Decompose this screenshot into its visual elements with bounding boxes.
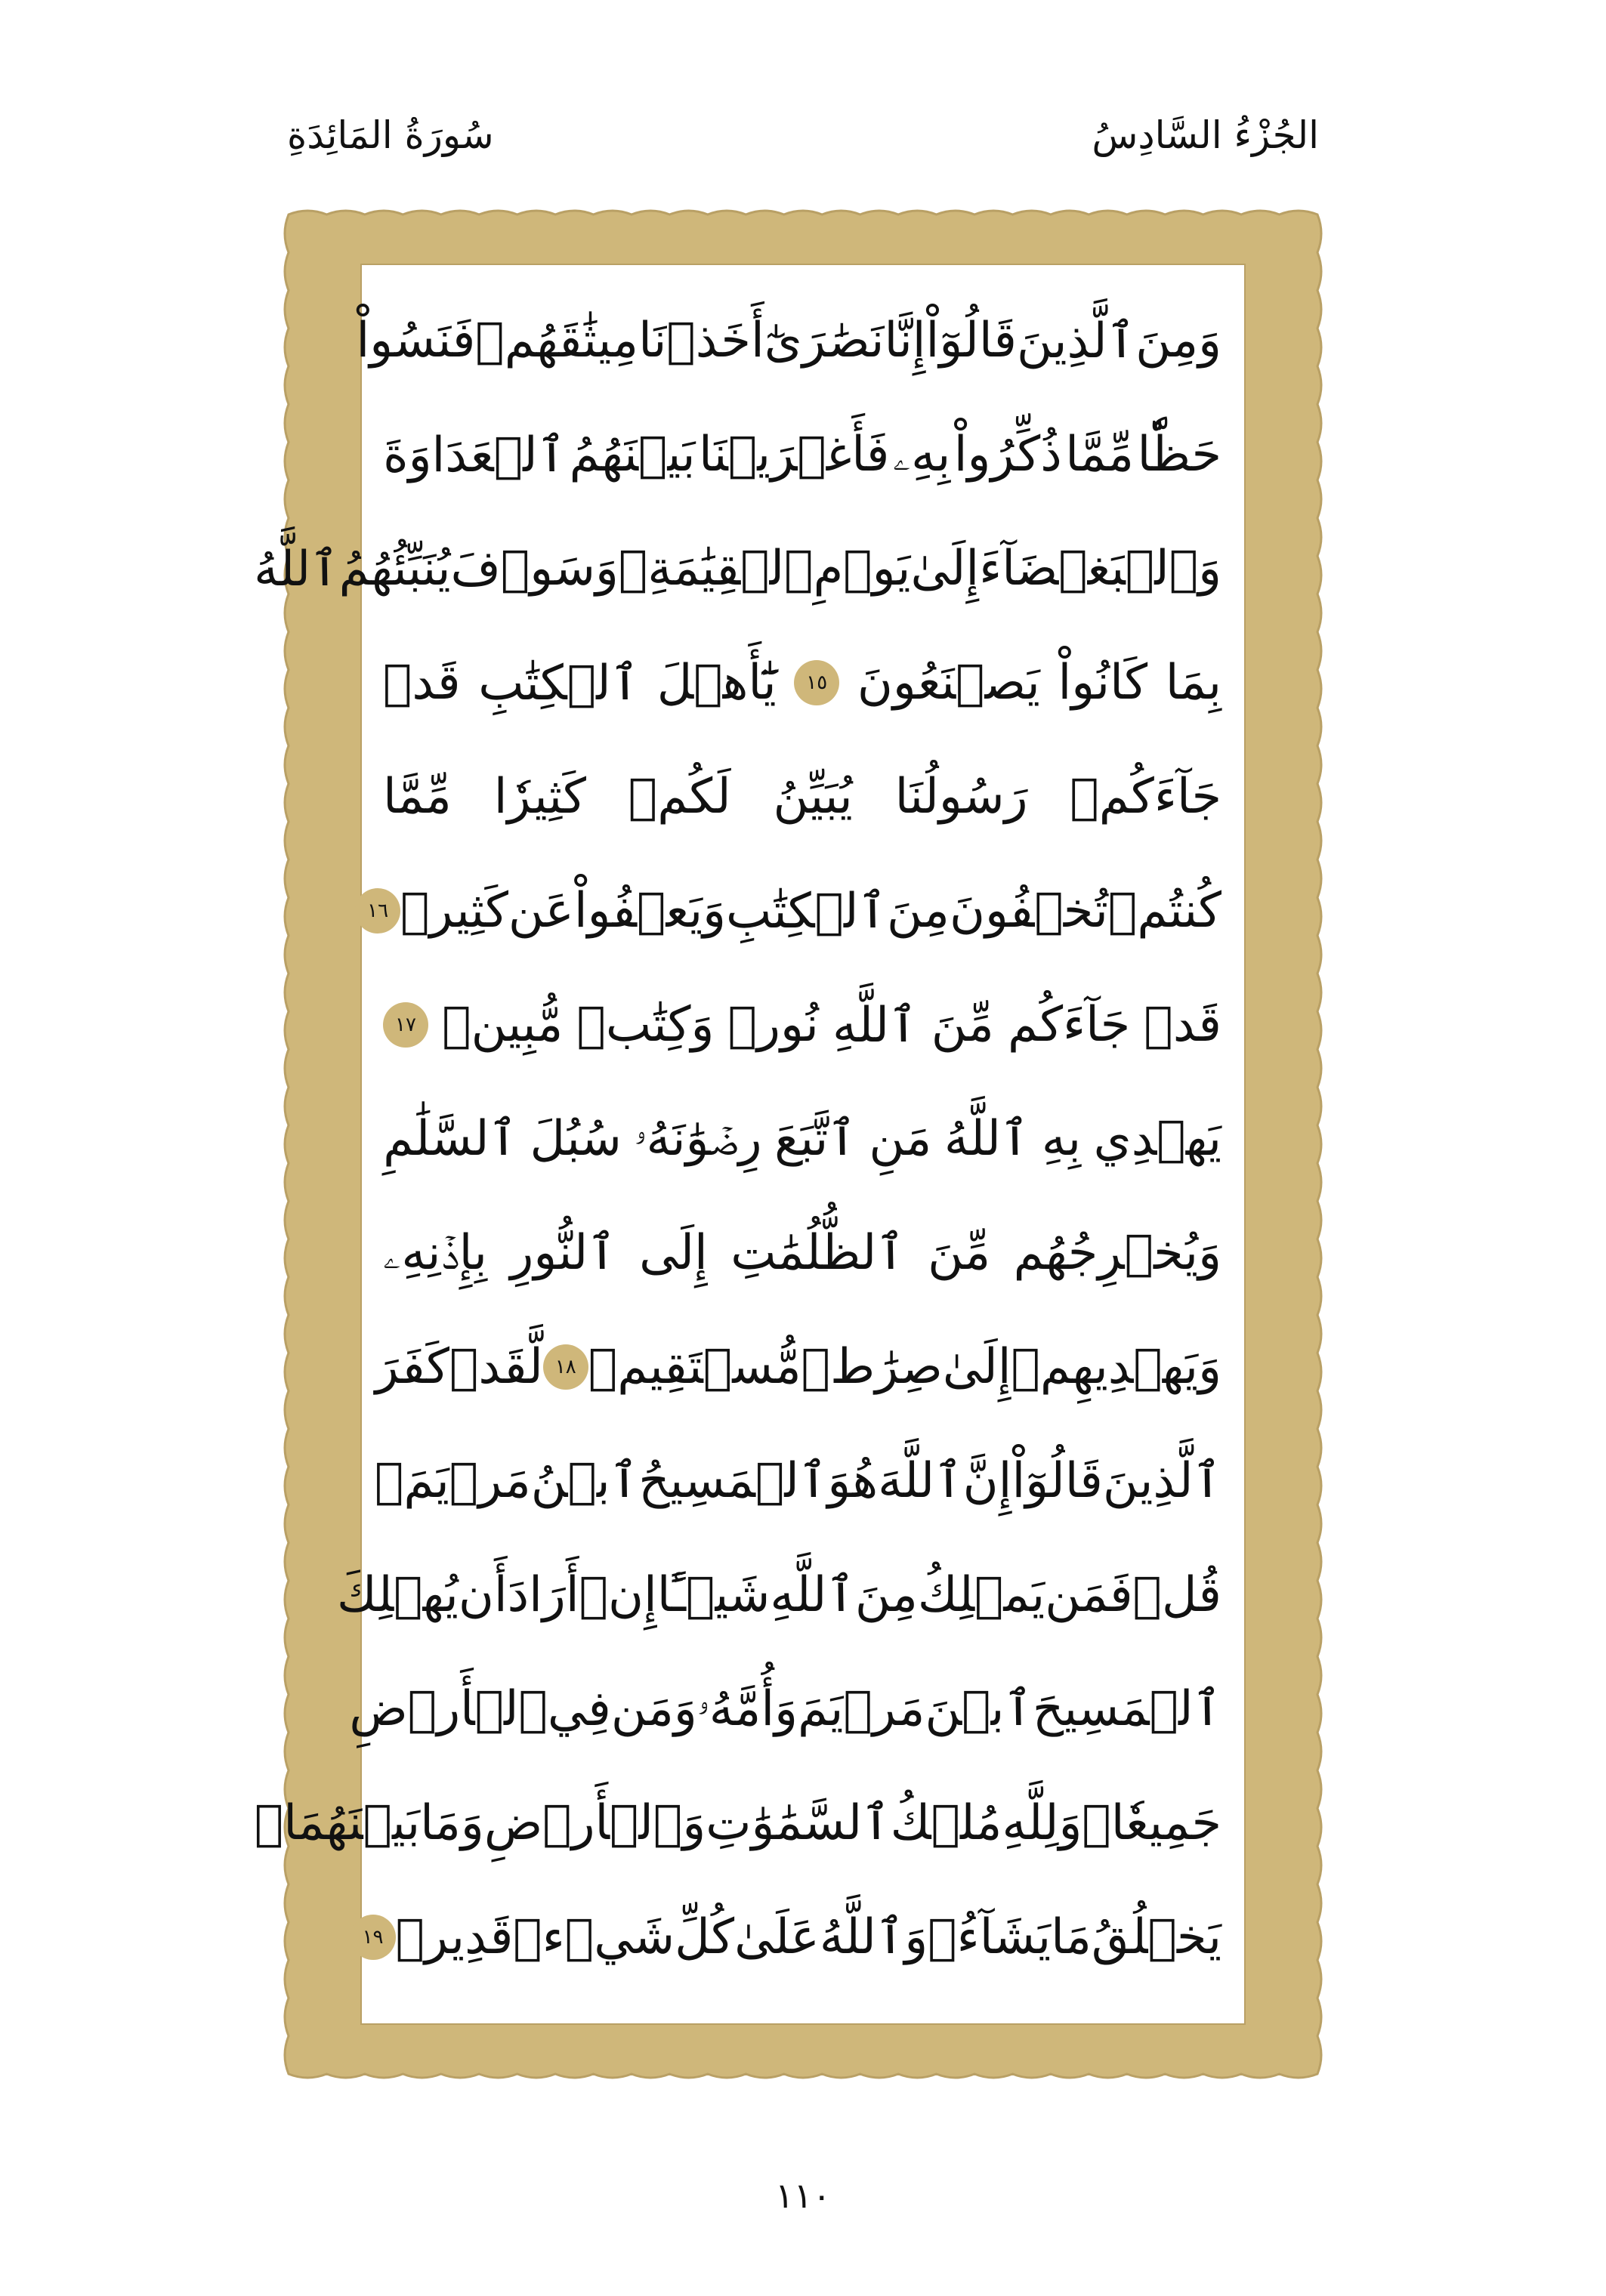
verse-word: لَّقَدۡ — [449, 1338, 543, 1395]
verse-word: ٱلۡعَدَاوَةَ — [383, 427, 567, 483]
verse-word: ٱلۡكِتَٰبِ — [726, 883, 887, 940]
verse-word: قُلۡ — [1132, 1566, 1221, 1623]
verse-word: كَثِيرٖ — [400, 883, 508, 940]
verse-word: قَالُوٓاْ — [1011, 1452, 1103, 1509]
verse-word: أَرَادَ — [507, 1566, 579, 1623]
verse-word: ٱللَّهُ — [944, 1111, 1030, 1168]
verse-word: إِنَّ — [962, 1452, 1012, 1509]
verse-word: وَمَن — [610, 1680, 697, 1737]
verse-word: فِي — [547, 1680, 611, 1737]
verse-word: إِلَىٰ — [942, 1338, 1011, 1395]
quran-text-block — [254, 284, 1221, 1994]
verse-word: قَالُوٓاْ — [925, 313, 1017, 369]
verse-line — [362, 1880, 1221, 1994]
page-header — [287, 113, 1319, 196]
verse-word: مَرۡيَمَ — [798, 1680, 925, 1737]
verse-word: وَٱللَّهُ — [819, 1909, 928, 1966]
verse-word: مُّسۡتَقِيمٖ — [588, 1338, 801, 1395]
verse-word: هُوَ — [827, 1452, 879, 1509]
verse-line — [383, 626, 1221, 740]
verse-word: وَٱلۡأَرۡضِ — [483, 1795, 706, 1851]
verse-word: بِإِذۡنِهِۦ — [383, 1224, 487, 1281]
ayah-number-marker: ١٦ — [355, 888, 400, 934]
verse-word: صِرَٰطٖ — [801, 1338, 943, 1395]
surah-title: سُورَةُ المَائِدَةِ — [287, 113, 494, 157]
verse-word: ٱبۡنُ — [530, 1453, 639, 1510]
verse-word: جَآءَكُمۡ — [1070, 769, 1221, 826]
verse-word: ٱلَّذِينَ — [1102, 1453, 1221, 1510]
verse-word: ذُكِّرُواْ — [953, 427, 1062, 483]
verse-word: مُّبِينٞ — [442, 997, 564, 1054]
verse-word: شَيۡـًٔا — [656, 1566, 771, 1623]
verse-line — [349, 1652, 1221, 1766]
ayah-number-marker: ١٩ — [351, 1915, 396, 1960]
verse-word: نُورٞ — [727, 997, 819, 1054]
verse-word: ٱلنُّورِ — [510, 1225, 616, 1282]
verse-word: وَمِنَ — [1135, 313, 1221, 369]
verse-word: تُخۡفُونَ — [949, 883, 1108, 940]
verse-word: ٱلظُّلُمَٰتِ — [730, 1225, 905, 1282]
verse-word: رَسُولُنَا — [894, 769, 1028, 826]
verse-word: فَنَسُواْ — [356, 313, 476, 369]
verse-word: فَأَغۡرَيۡنَا — [699, 427, 890, 483]
verse-word: أَخَذۡنَا — [638, 313, 764, 369]
verse-word: كُنتُمۡ — [1107, 883, 1221, 940]
verse-word: وَيَعۡفُواْ — [573, 883, 727, 940]
verse-word: بِهِۦ — [892, 427, 951, 483]
ayah-number-marker: ١٧ — [383, 1002, 428, 1048]
verse-line — [254, 1766, 1221, 1880]
verse-word: شَيۡءٖ — [513, 1909, 675, 1965]
verse-line — [375, 1310, 1221, 1424]
verse-word: ٱللَّهِ — [832, 997, 918, 1054]
verse-word: يَوۡمِ — [813, 541, 911, 597]
verse-word: مِنَ — [854, 1566, 918, 1623]
verse-word: مِّنَ — [928, 1224, 991, 1281]
verse-word: ٱللَّهَ — [878, 1453, 963, 1510]
verse-word: رِضۡوَٰنَهُۥ — [634, 1110, 762, 1167]
verse-line — [383, 398, 1221, 512]
verse-line — [356, 284, 1221, 398]
verse-word: وَمَا — [420, 1795, 484, 1851]
verse-word: بَيۡنَهُمُ — [569, 427, 696, 483]
verse-word: بِهِ — [1041, 1110, 1082, 1167]
verse-word: كُلِّ — [675, 1909, 735, 1965]
verse-word: أَن — [458, 1566, 508, 1623]
verse-word: بَيۡنَهُمَاۚ — [254, 1795, 421, 1851]
verse-word: قَدِيرٞ — [395, 1909, 514, 1965]
verse-word: مُلۡكُ — [890, 1795, 1002, 1851]
verse-word: إِنَّا — [884, 313, 926, 369]
ayah-number-marker: ١٥ — [794, 660, 839, 705]
verse-word: ٱلۡأَرۡضِ — [349, 1680, 548, 1737]
verse-word: جَمِيعٗاۗ — [1082, 1795, 1221, 1851]
verse-word: حَظّٗا — [1137, 427, 1221, 483]
verse-word: مِّنَ — [931, 997, 994, 1054]
verse-word: يَصۡنَعُونَ — [857, 655, 1040, 711]
verse-word: يَخۡلُقُ — [1091, 1909, 1221, 1965]
verse-word: لَكُمۡ — [628, 769, 731, 826]
verse-word: مِنَ — [886, 883, 950, 940]
verse-word: يُهۡلِكَ — [337, 1566, 459, 1623]
page-number: ١١٠ — [774, 2175, 832, 2216]
verse-word: ٱلسَّلَٰمِ — [383, 1111, 517, 1168]
verse-line — [374, 1424, 1221, 1538]
verse-word: ٱللَّهُ — [254, 541, 339, 597]
verse-line — [383, 740, 1221, 854]
verse-word: وَسَوۡفَ — [450, 541, 619, 597]
verse-word: جَآءَكُم — [1007, 997, 1131, 1054]
verse-word: ٱتَّبَعَ — [774, 1111, 857, 1168]
verse-line — [383, 1082, 1221, 1196]
verse-word: ٱلۡقِيَٰمَةِۚ — [618, 541, 814, 597]
verse-word: وَٱلۡبَغۡضَآءَ — [979, 541, 1221, 597]
verse-line — [254, 512, 1221, 626]
verse-word: ٱلَّذِينَ — [1016, 313, 1136, 369]
verse-word: قَدۡ — [383, 655, 461, 711]
verse-word: يَمۡلِكُ — [917, 1566, 1045, 1623]
verse-word: ٱللَّهِ — [770, 1567, 855, 1624]
verse-word: وَيُخۡرِجُهُم — [1013, 1224, 1221, 1281]
verse-word: مِّمَّا — [1065, 427, 1134, 483]
verse-word: يَشَآءُۚ — [928, 1909, 1052, 1965]
verse-line — [367, 854, 1221, 968]
verse-word: كَثِيرٗا — [493, 769, 586, 826]
verse-line — [383, 1196, 1221, 1310]
verse-word: كَفَرَ — [375, 1338, 449, 1395]
verse-word: بِمَا — [1165, 655, 1221, 711]
verse-word: سُبُلَ — [530, 1110, 622, 1167]
verse-word: مَا — [1051, 1909, 1092, 1965]
verse-line — [383, 968, 1221, 1082]
verse-word: يُبَيِّنُ — [773, 769, 853, 826]
ayah-number-marker: ١٨ — [543, 1344, 588, 1390]
verse-word: ٱلۡمَسِيحَ — [1032, 1681, 1221, 1738]
verse-word: وَلِلَّهِ — [1002, 1795, 1083, 1851]
verse-word: إِلَىٰ — [910, 541, 980, 597]
verse-word: قَدۡ — [1144, 997, 1221, 1054]
verse-word: ٱلۡكِتَٰبِ — [478, 655, 640, 711]
verse-word: وَأُمَّهُۥ — [696, 1680, 798, 1737]
verse-word: يَهۡدِي — [1093, 1110, 1221, 1167]
verse-word: عَلَىٰ — [734, 1909, 820, 1965]
verse-word: مِيثَٰقَهُمۡ — [475, 313, 639, 369]
verse-word: يُنَبِّئُهُمُ — [338, 541, 451, 597]
verse-word: مَرۡيَمَۚ — [374, 1452, 531, 1509]
verse-word: إِنۡ — [579, 1566, 657, 1623]
verse-word: فَمَن — [1045, 1566, 1133, 1623]
verse-word: مَنِ — [869, 1110, 932, 1167]
verse-line — [337, 1538, 1221, 1652]
verse-word: ٱبۡنَ — [925, 1681, 1033, 1738]
juz-title: الجُزْءُ السَّادِسُ — [1092, 113, 1319, 157]
verse-word: ٱلۡمَسِيحُ — [638, 1453, 828, 1510]
verse-word: نَصَٰرَىٰٓ — [764, 313, 885, 369]
verse-word: مِّمَّا — [383, 769, 452, 826]
verse-word: كَانُواْ — [1058, 655, 1148, 711]
verse-word: وَكِتَٰبٞ — [576, 997, 715, 1054]
verse-word: يَٰٓأَهۡلَ — [656, 655, 777, 711]
verse-word: وَيَهۡدِيهِمۡ — [1011, 1338, 1221, 1395]
verse-word: ٱلسَّمَٰوَٰتِ — [706, 1795, 891, 1852]
verse-word: إِلَى — [639, 1224, 708, 1281]
verse-word: عَن — [508, 883, 574, 940]
